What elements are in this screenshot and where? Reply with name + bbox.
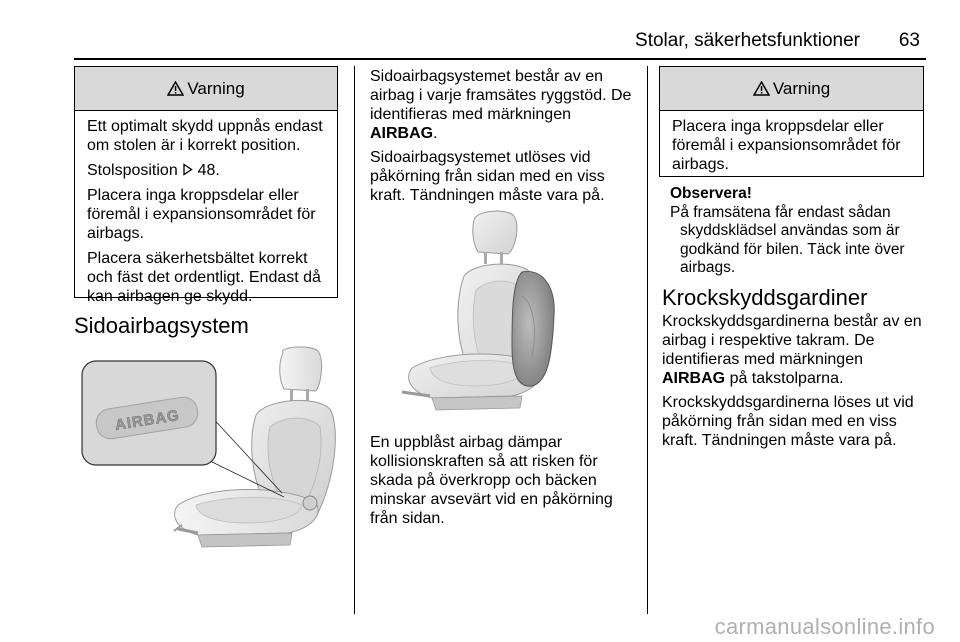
warning-heading-text: Varning — [187, 78, 245, 98]
warning2-text: Placera inga kroppsdelar eller föremål i expansionsområdet för airbags. — [672, 118, 901, 173]
page-number: 63 — [898, 30, 920, 51]
page-header-title: Stolar, säkerhetsfunktioner — [635, 30, 860, 51]
curtain-airbag-text — [662, 312, 928, 455]
warning-icon — [753, 81, 770, 96]
note-text: På framsätena får endast sådan skyddsklädsel användas som är godkänd för bilen. Täck inte över airbags. — [670, 203, 905, 276]
header-rule — [74, 58, 926, 60]
warning-ref-page: 48. — [197, 162, 220, 179]
warning-box-seat-position — [74, 66, 338, 305]
warning-heading-text-2: Varning — [772, 78, 831, 98]
middle-column-bottom-text — [370, 433, 640, 533]
warning-box-airbag-area — [659, 66, 924, 177]
note-heading: Observera! — [670, 185, 752, 202]
curtain-airbag-description: Krockskyddsgardinerna består av en airbag i respektive takram. De identifieras med märkningen AIRBAG på takstolparna. — [662, 313, 922, 387]
warning-text-2: Stolsposition — [87, 162, 178, 179]
page-reference-icon — [182, 163, 193, 176]
warning-text-1: Ett optimalt skydd uppnås endast om stolen är i korrekt position. — [87, 118, 323, 154]
airbag-badge-text: AIRBAG — [113, 406, 181, 434]
warning-text-3: Placera inga kroppsdelar eller föremål i expansionsområdet för airbags. — [87, 187, 316, 242]
side-airbag-description: Sidoairbagsystemet består av en airbag i varje framsätes ryggstöd. De identifieras med märkningen AIRBAG. — [370, 68, 632, 142]
side-airbag-trigger-text: Sidoairbagsystemet utlöses vid påkörning från sidan med en viss kraft. Tändningen måste vara på. — [370, 149, 605, 204]
note-block — [670, 185, 924, 278]
section-heading-side-airbag: Sidoairbagsystem — [74, 313, 249, 338]
warning-icon — [167, 81, 184, 96]
column-divider-2 — [647, 66, 648, 614]
section-heading-curtain-airbags: Krockskyddsgardiner — [662, 285, 868, 310]
middle-column-top-text — [370, 67, 636, 210]
curtain-airbag-trigger-text: Krockskyddsgardinerna löses ut vid påkörning från sidan med en viss kraft. Tändningen måste vara på. — [662, 394, 914, 449]
watermark: carmanualsonline.info — [714, 614, 935, 639]
seat-airbag-label-illustration — [78, 345, 340, 557]
seat-inflated-airbag-illustration — [372, 206, 634, 418]
warning-heading — [75, 67, 337, 111]
warning-seat-ref[interactable] — [87, 161, 325, 180]
warning-text-4: Placera säkerhetsbältet korrekt och fäst det ordentligt. Endast då kan airbagen ge skydd. — [87, 250, 321, 305]
inflated-airbag-text: En uppblåst airbag dämpar kollisionskraften så att risken för skada på överkropp och bäcken minskar avsevärt vid en påkörning från sidan. — [370, 434, 613, 527]
column-divider-1 — [354, 66, 355, 614]
warning-heading-2 — [660, 67, 923, 111]
